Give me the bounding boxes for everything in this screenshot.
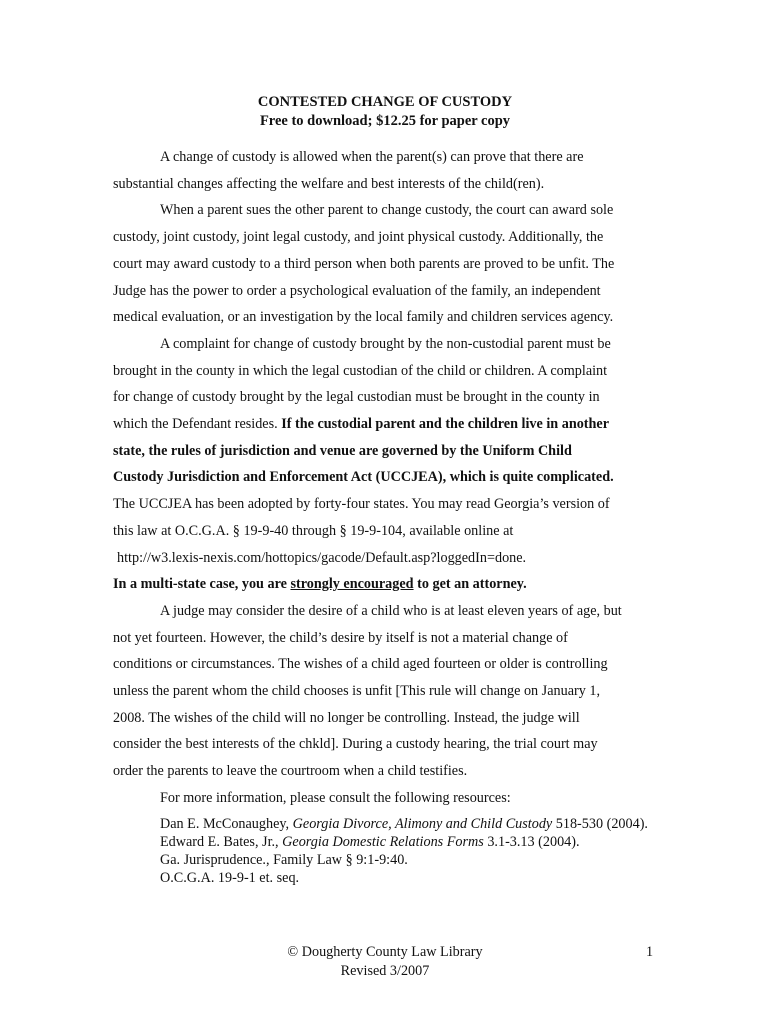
- resource-pages: 3.1-3.13 (2004).: [483, 834, 580, 850]
- plain-text: which the Defendant resides.: [113, 416, 282, 433]
- resource-item: Ga. Jurisprudence., Family Law § 9:1-9:40.: [160, 852, 408, 868]
- paragraph-line: 2008. The wishes of the child will no longer be controlling. Instead, the judge will: [113, 709, 580, 726]
- paragraph-line: order the parents to leave the courtroom when a child testifies.: [113, 763, 468, 780]
- paragraph-line: conditions or circumstances. The wishes of a child aged fourteen or older is controlling: [113, 656, 608, 673]
- resource-pages: 518-530 (2004).: [552, 816, 648, 832]
- resource-list: [160, 815, 660, 887]
- document-subtitle: Free to download; $12.25 for paper copy: [259, 113, 511, 129]
- paragraph-line: unless the parent whom the child chooses is unfit [This rule will change on January 1,: [113, 683, 600, 700]
- resource-author: Edward E. Bates, Jr.,: [160, 834, 283, 850]
- paragraph-line: medical evaluation, or an investigation by the local family and children services agency.: [113, 309, 614, 326]
- paragraph-line: state, the rules of jurisdiction and venue are governed by the Uniform Child: [113, 442, 572, 459]
- paragraph-line: Judge has the power to order a psychological evaluation of the family, an independent: [113, 282, 601, 299]
- bold-text: If the custodial parent and the children live in another: [281, 416, 610, 433]
- resource-item: [160, 833, 660, 851]
- paragraph-line: custody, joint custody, joint legal custody, and joint physical custody. Additionally, the: [113, 229, 604, 246]
- paragraph-line: substantial changes affecting the welfare and best interests of the child(ren).: [113, 175, 545, 192]
- document-title: CONTESTED CHANGE OF CUSTODY: [257, 94, 513, 110]
- resource-item: [160, 815, 660, 833]
- paragraph-line: court may award custody to a third person when both parents are proved to be unfit. The: [113, 255, 615, 272]
- paragraph-line: A complaint for change of custody brought by the non-custodial parent must be: [160, 335, 611, 352]
- paragraph-line: A judge may consider the desire of a child who is at least eleven years of age, but: [160, 602, 622, 619]
- paragraph-line: this law at O.C.G.A. § 19-9-40 through § 19-9-104, available online at: [113, 522, 514, 539]
- paragraph-line: brought in the county in which the legal custodian of the child or children. A complaint: [113, 362, 608, 379]
- library-credit: © Dougherty County Law Library: [287, 944, 483, 960]
- resources-intro: For more information, please consult the following resources:: [160, 789, 511, 806]
- resource-item: O.C.G.A. 19-9-1 et. seq.: [160, 870, 300, 886]
- paragraph-line: Custody Jurisdiction and Enforcement Act (UCCJEA), which is quite complicated.: [113, 469, 614, 486]
- page-number: 1: [646, 944, 654, 960]
- plain-text: In a multi-state case, you are: [113, 576, 291, 593]
- underlined-emphasis: strongly encouraged: [290, 576, 414, 593]
- paragraph-line: not yet fourteen. However, the child’s desire by itself is not a material change of: [113, 629, 568, 646]
- attorney-advice: [113, 571, 653, 598]
- resource-title: Georgia Domestic Relations Forms: [282, 834, 484, 850]
- paragraph-line: consider the best interests of the chkld]. During a custody hearing, the trial court may: [113, 736, 598, 753]
- resource-author: Dan E. McConaughey,: [160, 816, 293, 832]
- title-block: [0, 93, 770, 131]
- revision-date: Revised 3/2007: [340, 963, 430, 979]
- body-text: [113, 144, 653, 812]
- plain-text: to get an attorney.: [413, 576, 527, 593]
- resource-title: Georgia Divorce, Alimony and Child Custody: [292, 816, 553, 832]
- page-footer: [0, 943, 770, 981]
- paragraph-line: [113, 411, 653, 438]
- paragraph-line: The UCCJEA has been adopted by forty-four states. You may read Georgia’s version of: [113, 496, 610, 513]
- paragraph-line: for change of custody brought by the legal custodian must be brought in the county in: [113, 389, 600, 406]
- paragraph-line: A change of custody is allowed when the parent(s) can prove that there are: [160, 149, 584, 165]
- paragraph-line: When a parent sues the other parent to change custody, the court can award sole: [160, 202, 614, 219]
- statute-url: http://w3.lexis-nexis.com/hottopics/gacode/Default.asp?loggedIn=done.: [117, 549, 527, 566]
